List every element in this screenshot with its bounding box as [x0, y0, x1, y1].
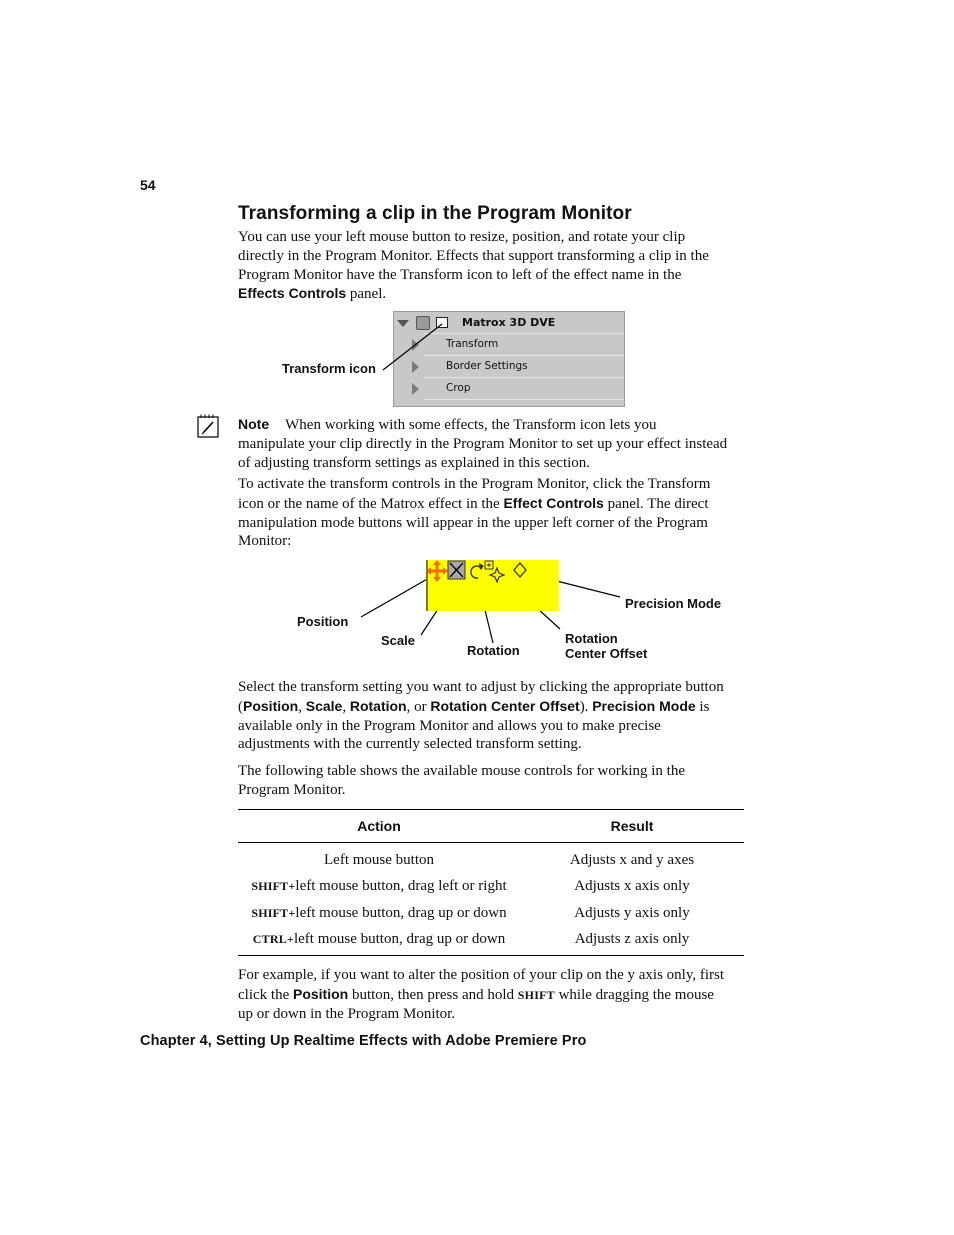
scale-icon[interactable]	[448, 561, 465, 579]
term-position: Position	[292, 985, 349, 1002]
table-row	[238, 874, 744, 901]
action-text: Left mouse button	[324, 851, 434, 868]
effect-name[interactable]: Matrox 3D DVE	[462, 316, 556, 329]
transform-icon-callout: Transform icon	[282, 361, 376, 376]
mouse-controls-table	[238, 809, 744, 956]
text: , or	[406, 698, 431, 715]
header-action: Action	[238, 810, 520, 843]
action-cell	[238, 927, 520, 956]
term-rotation: Rotation	[349, 697, 407, 714]
select-line: Select the transform setting you want to adjust by clicking the appropriate button	[238, 679, 724, 695]
activate-line: manipulation mode buttons will appear in the upper left corner of the Program	[238, 514, 708, 531]
action-cell	[238, 900, 520, 927]
panel-item-label: Transform	[446, 338, 499, 350]
position-icon[interactable]	[426, 560, 448, 582]
select-paragraph	[238, 678, 744, 754]
panel-item-crop[interactable]	[394, 378, 624, 400]
fx-toggle-icon[interactable]	[416, 316, 430, 330]
key-name: SHIFT+	[251, 905, 296, 920]
key-name: CTRL+	[252, 932, 294, 947]
result-cell: Adjusts y axis only	[574, 904, 690, 921]
transform-toolbar	[426, 560, 559, 611]
intro-line: Program Monitor have the Transform icon to left of the effect name in the	[238, 266, 682, 283]
table-row	[238, 843, 744, 874]
rotation-center-offset-icon[interactable]	[485, 561, 504, 582]
example-line: For example, if you want to alter the position of your clip on the y axis only, first	[238, 967, 725, 983]
example-paragraph	[238, 966, 744, 1023]
collapsed-triangle-icon[interactable]	[412, 383, 419, 395]
following-line: Program Monitor.	[238, 781, 346, 798]
rotation-center-offset-label	[565, 631, 647, 661]
section-title: Transforming a clip in the Program Monitor	[238, 203, 632, 224]
collapsed-triangle-icon[interactable]	[412, 361, 419, 373]
intro-line: directly in the Program Monitor. Effects that support transforming a clip in the	[238, 247, 709, 264]
text: ).	[579, 698, 593, 715]
example-line: up or down in the Program Monitor.	[238, 1005, 456, 1022]
panel-item-transform[interactable]	[394, 334, 624, 356]
text: ,	[298, 698, 306, 715]
action-cell	[238, 874, 520, 901]
intro-line: You can use your left mouse button to resize, position, and rotate your clip	[238, 229, 686, 245]
text: ,	[342, 698, 350, 715]
activate-line: To activate the transform controls in the Program Monitor, click the Transform	[238, 476, 711, 492]
term-position: Position	[243, 697, 299, 714]
effects-controls-panel	[393, 311, 625, 407]
text: is	[695, 698, 710, 715]
key-name: SHIFT	[517, 987, 555, 1002]
following-paragraph	[238, 762, 744, 800]
effect-controls-term: Effect Controls	[503, 494, 604, 511]
text: button, then press and hold	[348, 986, 518, 1003]
result-cell: Adjusts x and y axes	[569, 851, 695, 868]
action-text: left mouse button, drag left or right	[295, 878, 507, 895]
note-line: of adjusting transform settings as explained in this section.	[238, 454, 591, 471]
effect-row-matrox[interactable]	[394, 312, 624, 334]
term-rotation-center-offset: Rotation Center Offset	[430, 697, 580, 714]
activate-line	[238, 494, 744, 514]
action-text: left mouse button, drag up or down	[295, 904, 507, 921]
expand-triangle-icon[interactable]	[397, 320, 409, 327]
table-row	[238, 900, 744, 927]
example-line	[238, 985, 744, 1005]
scale-label: Scale	[381, 633, 415, 648]
precision-mode-label: Precision Mode	[625, 596, 722, 611]
panel-item-border-settings[interactable]	[394, 356, 624, 378]
panel-item-label: Crop	[446, 382, 471, 394]
header-result: Result	[520, 810, 744, 843]
panel-item-label: Border Settings	[446, 360, 528, 372]
action-text: left mouse button, drag up or down	[293, 931, 506, 948]
select-line: adjustments with the currently selected transform setting.	[238, 736, 582, 753]
rotation-icon[interactable]	[471, 563, 484, 578]
rco-line: Rotation	[565, 631, 618, 646]
result-cell: Adjusts x axis only	[574, 878, 690, 895]
rco-line: Center Offset	[565, 646, 648, 661]
precision-mode-icon[interactable]	[514, 563, 526, 577]
chapter-footer: Chapter 4, Setting Up Realtime Effects with Adobe Premiere Pro	[140, 1033, 587, 1049]
intro-tail: panel.	[346, 286, 387, 303]
action-cell	[238, 843, 520, 874]
intro-line	[238, 284, 744, 304]
activate-paragraph	[238, 475, 744, 551]
note-line	[238, 415, 744, 435]
rotation-label: Rotation	[467, 643, 520, 658]
text: click the	[238, 986, 293, 1003]
text: while dragging the mouse	[554, 986, 714, 1003]
page-number: 54	[140, 177, 156, 193]
activate-line: Monitor:	[238, 533, 292, 550]
effects-controls-term: Effects Controls	[238, 285, 347, 302]
note-icon	[197, 414, 219, 438]
table-row	[238, 927, 744, 956]
following-line: The following table shows the available mouse controls for working in the	[238, 763, 685, 779]
position-label: Position	[297, 614, 349, 629]
result-cell: Adjusts z axis only	[520, 927, 744, 956]
note-line: manipulate your clip directly in the Program Monitor to set up your effect instead	[238, 435, 728, 452]
collapsed-triangle-icon[interactable]	[412, 339, 419, 351]
select-line: available only in the Program Monitor and allows you to make precise	[238, 717, 661, 734]
activate-text: icon or the name of the Matrox effect in the	[238, 495, 504, 512]
activate-text: panel. The direct	[603, 495, 709, 512]
term-precision-mode: Precision Mode	[592, 697, 696, 714]
note-label: Note	[238, 416, 270, 432]
select-line	[238, 697, 744, 717]
note-text: When working with some effects, the Transform icon lets you	[285, 417, 657, 433]
intro-paragraph	[238, 228, 744, 304]
text: (	[238, 698, 243, 715]
key-name: SHIFT+	[251, 879, 296, 894]
note-paragraph	[238, 415, 744, 472]
table-header-row	[238, 810, 744, 843]
transform-icon[interactable]	[436, 317, 448, 328]
term-scale: Scale	[305, 697, 343, 714]
